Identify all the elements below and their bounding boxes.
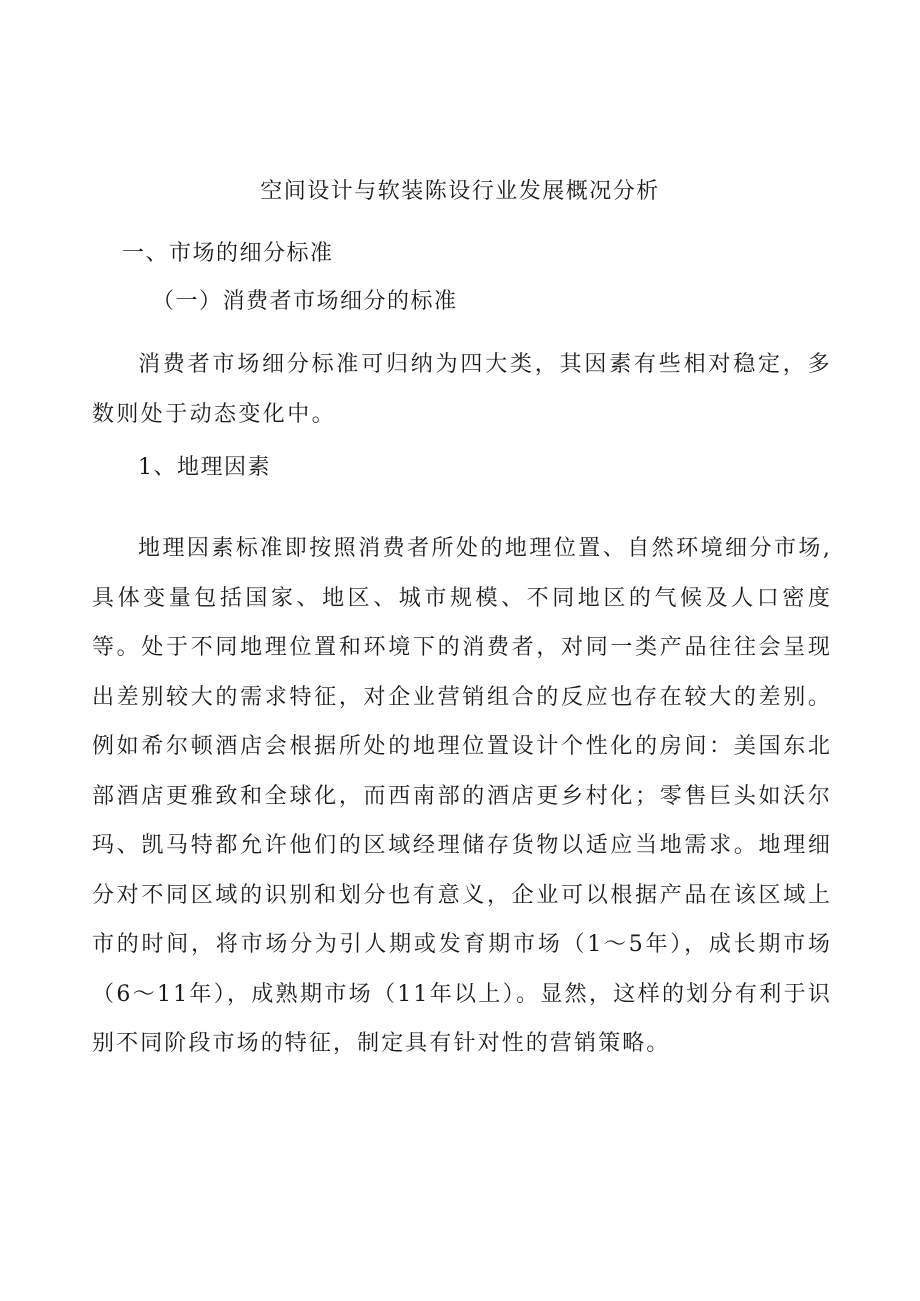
section-heading: 一、市场的细分标准 — [122, 241, 334, 266]
body-paragraph: 地理因素标准即按照消费者所处的地理位置、自然环境细分市场,具体变量包括国家、地区、城市规模、不同地区的气候及人口密度等。处于不同地理位置和环境下的消费者，对同一类产品往往会呈现出差别较大的需求特征，对企业营销组合的反应也存在较大的差别。例如希尔顿酒店会根据所处的地理位置设计个性化的房间：美国东北部酒店更雅致和全球化，而西南部的酒店更乡村化；零售巨头如沃尔玛、凯马特都允许他们的区域经理储存货物以适应当地需求。地理细分对不同区域的识别和划分也有意义，企业可以根据产品在该区域上市的时间，将市场分为引人期或发育期市场（1～5年），成长期市场（6～11年），成熟期市场（11年以上）。显然，这样的划分有利于识别不同阶段市场的特征，制定具有针对性的营销策略。 — [92, 536, 832, 1056]
page-title: 空间设计与软装陈设行业发展概况分析 — [260, 179, 660, 204]
intro-paragraph: 消费者市场细分标准可归纳为四大类，其因素有些相对稳定，多数则处于动态变化中。 — [92, 352, 832, 427]
subsection-heading: （一）消费者市场细分的标准 — [152, 289, 458, 314]
item-heading: 1、地理因素 — [138, 455, 271, 480]
